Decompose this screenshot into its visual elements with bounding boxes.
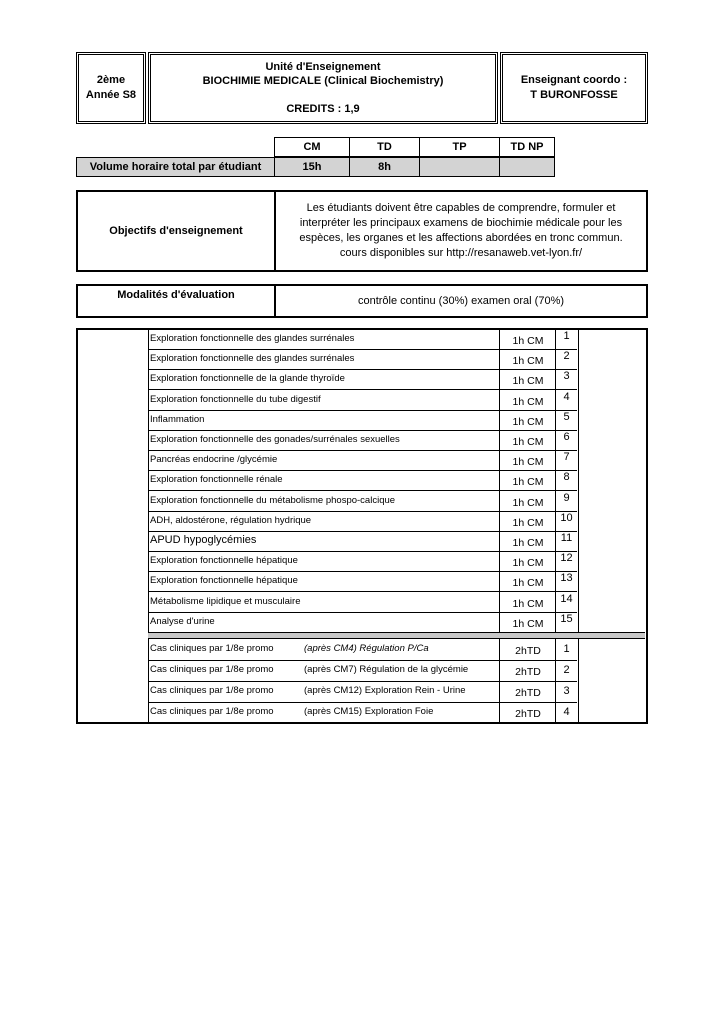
session-number: 13 [560,572,573,585]
session-hours: 1h CM [512,496,544,509]
session-title: ADH, aldostérone, régulation hydrique [150,514,312,526]
session-hours: 1h CM [512,335,544,347]
col-header-cm: CM [274,137,350,157]
session-note: (après CM12) Exploration Rein - Urine [304,685,466,696]
td-session-row [148,703,577,724]
session-hours: 2hTD [515,666,541,678]
hours-row-label: Volume horaire total par étudiant [76,157,275,177]
session-hours: 2hTD [515,708,541,720]
session-number: 11 [560,532,573,544]
cm-session-row [148,613,577,633]
hours-tp-value [419,157,500,177]
session-title: Exploration fonctionnelle des gonades/surrénales sexuelles [150,434,400,445]
cm-session-row [148,593,577,613]
session-title: Métabolisme lipidique et musculaire [150,595,301,607]
session-number: 6 [563,431,570,443]
evaluation-text [274,284,648,318]
column-divider [578,330,579,722]
session-number: 3 [563,685,570,697]
session-title: Exploration fonctionnelle des glandes surrénales [150,333,355,344]
session-title: Exploration fonctionnelle du métabolisme phospo-calcique [150,494,396,506]
year-line-2: Année S8 [85,89,137,101]
session-number: 5 [563,410,570,423]
session-number: 12 [560,552,573,565]
unit-title: BIOCHIMIE MEDICALE (Clinical Biochemistry) [202,75,444,87]
cm-session-row [148,451,577,471]
col-header-td: TD [349,137,420,157]
session-number: 2 [563,350,570,363]
session-number: 7 [563,451,570,464]
session-title: Cas cliniques par 1/8e promo [150,685,274,696]
cm-session-row [148,512,577,532]
col-header-td-np: TD NP [499,137,555,157]
session-title: Inflammation [150,413,205,425]
hours-td-value: 8h [349,157,420,177]
session-title: Cas cliniques par 1/8e promo [150,664,274,675]
session-title: APUD hypoglycémies [150,534,257,546]
session-number: 1 [563,330,570,342]
coordinator-cell [500,52,648,124]
objectives-line-4: cours disponibles sur http://resanaweb.vet-lyon.fr/ [339,247,583,259]
evaluation-text-value: contrôle continu (30%) examen oral (70%) [357,295,565,307]
session-hours: 1h CM [512,375,544,388]
section-separator [148,632,645,639]
coordinator-name: T BURONFOSSE [530,89,618,101]
session-title: Exploration fonctionnelle rénale [150,474,283,486]
session-hours: 1h CM [512,537,544,549]
cm-session-row [148,431,577,451]
session-title: Pancréas endocrine /glycémie [150,454,278,466]
cm-session-row [148,471,577,491]
session-number: 15 [560,612,573,625]
objectives-label [76,190,276,272]
session-note: (après CM15) Exploration Foie [304,706,434,717]
session-title: Cas cliniques par 1/8e promo [150,643,274,654]
session-hours: 2hTD [515,645,541,657]
cm-session-row [148,492,577,512]
unit-label: Unité d'Enseignement [265,61,381,73]
col-header-tp: TP [419,137,500,157]
hours-td-np-value [499,157,555,177]
session-hours: 1h CM [512,395,544,408]
session-number: 3 [563,370,570,383]
session-number: 4 [563,390,570,403]
objectives-line-2: interpréter les principaux examens de biochimie médicale pour les [299,217,623,229]
cm-session-row [148,532,577,552]
year-cell [76,52,146,124]
objectives-text [274,190,648,272]
session-number: 14 [560,592,573,605]
year-line-1: 2ème [96,74,126,86]
unit-cell [148,52,498,124]
cm-session-row [148,330,577,350]
session-hours: 2hTD [515,687,541,699]
objectives-line-3: espèces, les organes et les affections abordées en tronc commun. [299,232,623,244]
session-hours: 1h CM [512,557,544,570]
session-title: Exploration fonctionnelle des glandes surrénales [150,353,355,365]
cm-session-row [148,350,577,370]
session-hours: 1h CM [512,415,544,428]
evaluation-label-text: Modalités d'évaluation [117,289,235,301]
session-hours: 1h CM [512,476,544,489]
session-number: 1 [563,643,570,655]
coordinator-label: Enseignant coordo : [520,74,628,86]
session-title: Exploration fonctionnelle hépatique [150,575,298,587]
session-note: (après CM4) Régulation P/Ca [304,643,429,654]
td-session-row [148,682,577,703]
cm-session-row [148,391,577,411]
session-title: Exploration fonctionnelle du tube digestif [150,393,321,405]
cm-session-row [148,370,577,390]
session-note: (après CM7) Régulation de la glycémie [304,664,469,675]
session-number: 4 [563,706,570,718]
td-session-row [148,640,577,661]
session-hours: 1h CM [512,456,544,469]
session-title: Analyse d'urine [150,615,215,627]
cm-session-row [148,552,577,572]
session-number: 10 [560,511,573,524]
session-hours: 1h CM [512,597,544,610]
td-session-row [148,661,577,682]
cm-session-row [148,411,577,431]
session-hours: 1h CM [512,617,544,630]
session-title: Cas cliniques par 1/8e promo [150,706,274,717]
cm-session-row [148,572,577,592]
evaluation-label [76,284,276,318]
session-number: 8 [563,471,570,484]
objectives-line-1: Les étudiants doivent être capables de comprendre, formuler et [306,202,616,214]
credits: CREDITS : 1,9 [286,103,360,115]
session-hours: 1h CM [512,355,544,368]
hours-cm-value: 15h [274,157,350,177]
session-hours: 1h CM [512,577,544,590]
session-hours: 1h CM [512,516,544,529]
session-number: 2 [563,664,570,676]
session-title: Exploration fonctionnelle de la glande thyroïde [150,373,345,385]
session-number: 9 [563,491,570,504]
session-hours: 1h CM [512,436,544,448]
objectives-label-text: Objectifs d'enseignement [109,225,243,237]
session-title: Exploration fonctionnelle hépatique [150,555,298,567]
